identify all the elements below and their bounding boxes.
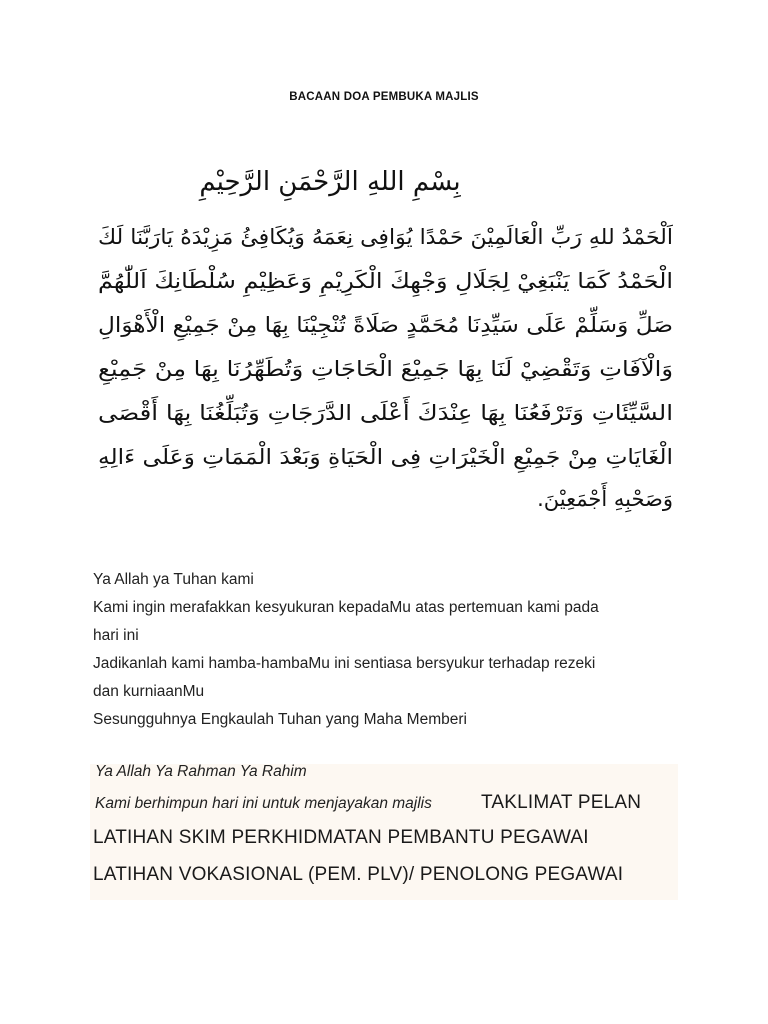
malay-line: Jadikanlah kami hamba-hambaMu ini sentiasa bersyukur terhadap rezeki: [93, 655, 596, 672]
arabic-line: الْحَمْدُ كَمَا يَنْبَغِيْ لِجَلَالِ وَجْهِكَ الْكَرِيْمِ وَعَظِيْمِ سُلْطَانِكَ اَللّٰهُمَّ: [98, 269, 604, 293]
event-title-part-2: LATIHAN SKIM PERKHIDMATAN PEMBANTU PEGAWAI: [93, 827, 589, 848]
basmalah-text: بِسْمِ اللهِ الرَّحْمَنِ الرَّحِيْمِ: [199, 167, 461, 197]
document-title: BACAAN DOA PEMBUKA MAJLIS: [289, 91, 479, 103]
event-title-part-3: LATIHAN VOKASIONAL (PEM. PLV)/ PENOLONG PEGAWAI: [93, 864, 624, 885]
italic-invocation: Ya Allah Ya Rahman Ya Rahim: [95, 763, 307, 780]
malay-line: Ya Allah ya Tuhan kami: [93, 571, 254, 588]
malay-translation: [93, 566, 693, 734]
malay-line: dan kurniaanMu: [93, 683, 205, 700]
event-title-part-1: TAKLIMAT PELAN: [481, 792, 642, 813]
arabic-line: وَصَحْبِهِ أَجْمَعِيْنَ.: [537, 487, 673, 511]
arabic-line: السَّيِّئَاتِ وَتَرْفَعُنَا بِهَا عِنْدَكَ أَعْلَى الدَّرَجَاتِ وَتُبَلِّغُنَا بِهَا أَقْصَى: [98, 401, 592, 425]
basmalah-calligraphy: [150, 158, 510, 204]
malay-line: Sesungguhnya Engkaulah Tuhan yang Maha Memberi: [93, 711, 467, 728]
arabic-line: الْغَايَاتِ مِنْ جَمِيْعِ الْخَيْرَاتِ فِى الْحَيَاةِ وَبَعْدَ الْمَمَاتِ وَعَلَى ءَالِهِ: [98, 445, 616, 469]
arabic-line: وَالْآفَاتِ وَتَقْضِيْ لَنَا بِهَا جَمِيْعَ الْحَاجَاتِ وَتُطَهِّرُنَا بِهَا مِنْ جَمِيْعِ: [98, 357, 599, 381]
arabic-line: اَلْحَمْدُ للهِ رَبِّ الْعَالَمِيْنَ حَمْدًا يُوَافِى نِعَمَهُ وَيُكَافِئُ مَزِيْدَهُ يَارَبَّنَا لَكَ: [98, 225, 647, 249]
italic-event-intro: Kami berhimpun hari ini untuk menjayakan majlis: [95, 795, 432, 812]
arabic-line: صَلِّ وَسَلِّمْ عَلَى سَيِّدِنَا مُحَمَّدٍ صَلَاةً تُنْجِيْنَا بِهَا مِنْ جَمِيْعِ الْأَهْوَالِ: [98, 313, 619, 337]
malay-line: hari ini: [93, 627, 139, 644]
arabic-prayer-svg: [95, 210, 675, 520]
arabic-prayer-text: [95, 210, 675, 520]
malay-line: Kami ingin merafakkan kesyukuran kepadaMu atas pertemuan kami pada: [93, 599, 599, 616]
